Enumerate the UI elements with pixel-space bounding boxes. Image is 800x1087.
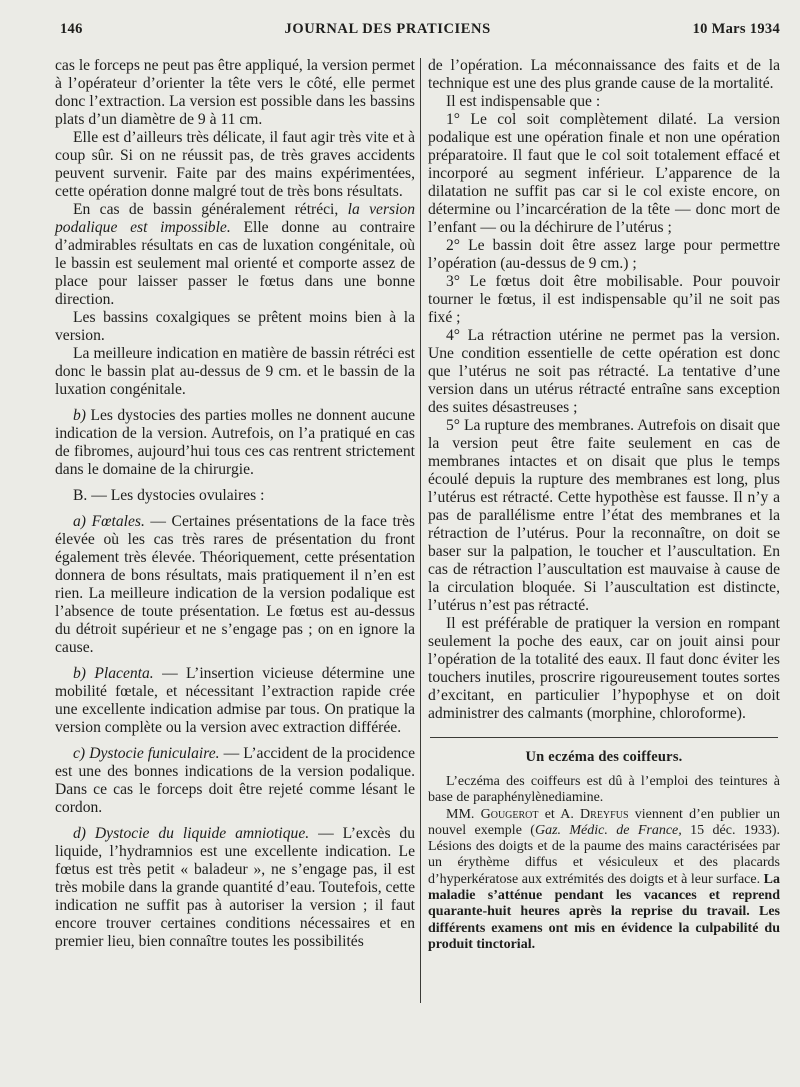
paragraph xyxy=(55,665,415,737)
text-run: — L’accident de la procidence est une des bonnes indications de la version podalique. Dans ce cas le forceps doit être rejeté comme lésant le cordon. xyxy=(55,745,416,816)
section-heading: B. — Les dystocies ovulaires : xyxy=(73,487,265,504)
paragraph: L’eczéma des coiffeurs est dû à l’emploi des teintures à base de paraphénylènediamine. xyxy=(428,774,780,806)
paragraph xyxy=(55,407,415,479)
text-run: — L’insertion vicieuse détermine une mobilité fœtale, et nécessitant l’extraction rapide crée une excellente indication admise par tous. On pratique la version complète ou la version avec extraction différée. xyxy=(55,665,415,736)
issue-date: 10 Mars 1934 xyxy=(692,20,780,37)
list-item: 2° Le bassin doit être assez large pour permettre l’opération (au-dessus de 9 cm.) ; xyxy=(428,237,780,272)
emphasis-text: la version podalique est impossible. xyxy=(55,201,416,236)
text-run: — Certaines présentations de la face très élevée où les cas très rares de présentation du front également très élevée. Théoriquement, cette présentation donnera de bons résultats, mais pratiquement il n’en est rien. La meilleure indication de la version podalique est l’absence de toute présentation. Le fœtus est au-dessus du détroit supérieur et ne s’engage pas ; on en ignore la cause. xyxy=(55,513,415,656)
right-column xyxy=(428,57,780,953)
item-label: a) xyxy=(73,513,86,530)
text-run: En cas de bassin généralement rétréci, xyxy=(73,201,339,218)
paragraph: Les bassins coxalgiques se prêtent moins bien à la version. xyxy=(55,309,415,344)
text-run: 15 déc. 1933). Lésions des doigts et de la paume des mains caractérisées par un érythème diffus et vésiculeux et des placards d’hyperkératose aux extrémités des doigts et à leur surface. xyxy=(428,822,781,887)
paragraph xyxy=(55,745,415,817)
author-name: Gougerot xyxy=(480,806,539,822)
item-label: c) xyxy=(73,745,86,762)
list-item: 5° La rupture des membranes. Autrefois on disait que la version peut être faite seulement en cas de membranes intactes et on disait que plus le temps écoulé depuis la rupture des membranes est long, plus l’utérus est rétracté. Cette hypothèse est fausse. Il n’y a pas de parallélisme entre l’état des membranes et la rétraction de l’utérus. Pour la reconnaître, on doit se baser sur la palpation, le toucher et l’auscultation. En cas de rétraction l’auscultation est mauvaise à cause de la circulation bloquée. Si l’auscultation est distincte, l’utérus n’est pas rétracté. xyxy=(428,417,780,614)
text-run: viennent d’en publier un nouvel exemple ( xyxy=(428,806,781,838)
article-title: Un eczéma des coiffeurs. xyxy=(525,749,683,765)
text-run: — L’excès du liquide, l’hydramnios est une excellente indication. Le fœtus est très petit « baladeur », ne s’engage pas, il est très mobile dans la grande quantité d’eau. Toutefois, cette indication ne suffit pas à autoriser la version ; il faut encore trouver certaines conditions nécessaires et en premier lieu, bien connaître toutes les possibilités xyxy=(55,825,416,950)
paragraph: Il est préférable de pratiquer la version en rompant seulement la poche des eaux, car on jouit ainsi pour l’opération de la totalité des eaux. Il faut donc éviter les touchers inutiles, proscrire rigoureusement toutes sortes d’excitant, en particulier l’hypophyse et on doit administrer des calmants (morphine, chloroforme). xyxy=(428,615,780,722)
paragraph: cas le forceps ne peut pas être appliqué, la version permet à l’opérateur d’orienter la tête vers le côté, elle permet donc l’extraction. La version est possible dans les bassins plats d’un diamètre de 9 à 11 cm. xyxy=(55,57,415,128)
emphasis-text: Dystocie du liquide amniotique. xyxy=(94,825,310,842)
page-number: 146 xyxy=(60,20,83,37)
text-run: Elle donne au contraire d’admirables résultats en cas de luxation congénitale, où le bassin est seulement mal orienté et comporte assez de place pour laisser passer le fœtus dans une bonne direction. xyxy=(55,219,416,308)
text-run: Les dystocies des parties molles ne donnent aucune indication de la version. Autrefois, on l’a pratiqué en cas de fibromes, aujourd’hui tous ces cas rentrent strictement dans le domaine de la chirurgie. xyxy=(55,407,415,478)
page-header xyxy=(60,18,780,40)
item-label: b) xyxy=(73,407,86,424)
list-item: 4° La rétraction utérine ne permet pas la version. Une condition essentielle de cette opération est donc que l’utérus ne soit pas rétracté. La tentative d’une version dans un utérus rétracté entraîne sans exception des suites désastreuses ; xyxy=(428,327,780,416)
left-column xyxy=(55,57,415,951)
citation: Gaz. Médic. de France, xyxy=(534,822,682,838)
item-label: d) xyxy=(73,825,86,842)
journal-title: JOURNAL DES PRATICIENS xyxy=(284,20,491,37)
item-label: b) xyxy=(73,665,86,682)
list-item: 1° Le col soit complètement dilaté. La version podalique est une opération finale et non une opération préparatoire. Il faut que le col soit totalement effacé et incorporé au segment inférieur. L’apparence de la dilatation ne suffit pas car si le col existe encore, on détermine ou l’incarcération de la tête — donc mort de l’enfant — ou la déchirure de l’utérus ; xyxy=(428,111,780,236)
paragraph xyxy=(55,513,415,657)
paragraph xyxy=(428,807,780,954)
paragraph: de l’opération. La méconnaissance des faits et de la technique est une des plus grande cause de la mortalité. xyxy=(428,57,780,92)
emphasis-text: Dystocie funiculaire. xyxy=(89,745,220,762)
list-item: 3° Le fœtus doit être mobilisable. Pour pouvoir tourner le fœtus, il est indispensable qu’il ne soit pas fixé ; xyxy=(428,273,780,326)
paragraph xyxy=(55,201,415,309)
text-run: et A. xyxy=(544,806,574,822)
column-divider xyxy=(420,58,421,1003)
emphasis-text: Placenta. xyxy=(94,665,154,682)
author-name: Dreyfus xyxy=(580,806,629,822)
text-run: MM. xyxy=(446,806,475,822)
bold-text: La maladie s’atténue pendant les vacances et reprend quarante-huit heures après la reprise du travail. Les différents examens ont mis en évidence la culpabilité du produit tinctorial. xyxy=(428,871,780,952)
section-rule xyxy=(430,737,778,738)
emphasis-text: Fœtales. xyxy=(91,513,145,530)
paragraph: Il est indispensable que : xyxy=(446,93,601,110)
paragraph: La meilleure indication en matière de bassin rétréci est donc le bassin plat au-dessus de 9 cm. et le bassin de la luxation congénitale. xyxy=(55,345,415,398)
paragraph: Elle est d’ailleurs très délicate, il faut agir très vite et à coup sûr. Si on ne réussit pas, de très graves accidents peuvent survenir. Faite par des mains expérimentées, cette opération donne malgré tout de très bons résultats. xyxy=(55,129,415,200)
paragraph xyxy=(55,825,415,951)
article-body xyxy=(428,774,780,953)
